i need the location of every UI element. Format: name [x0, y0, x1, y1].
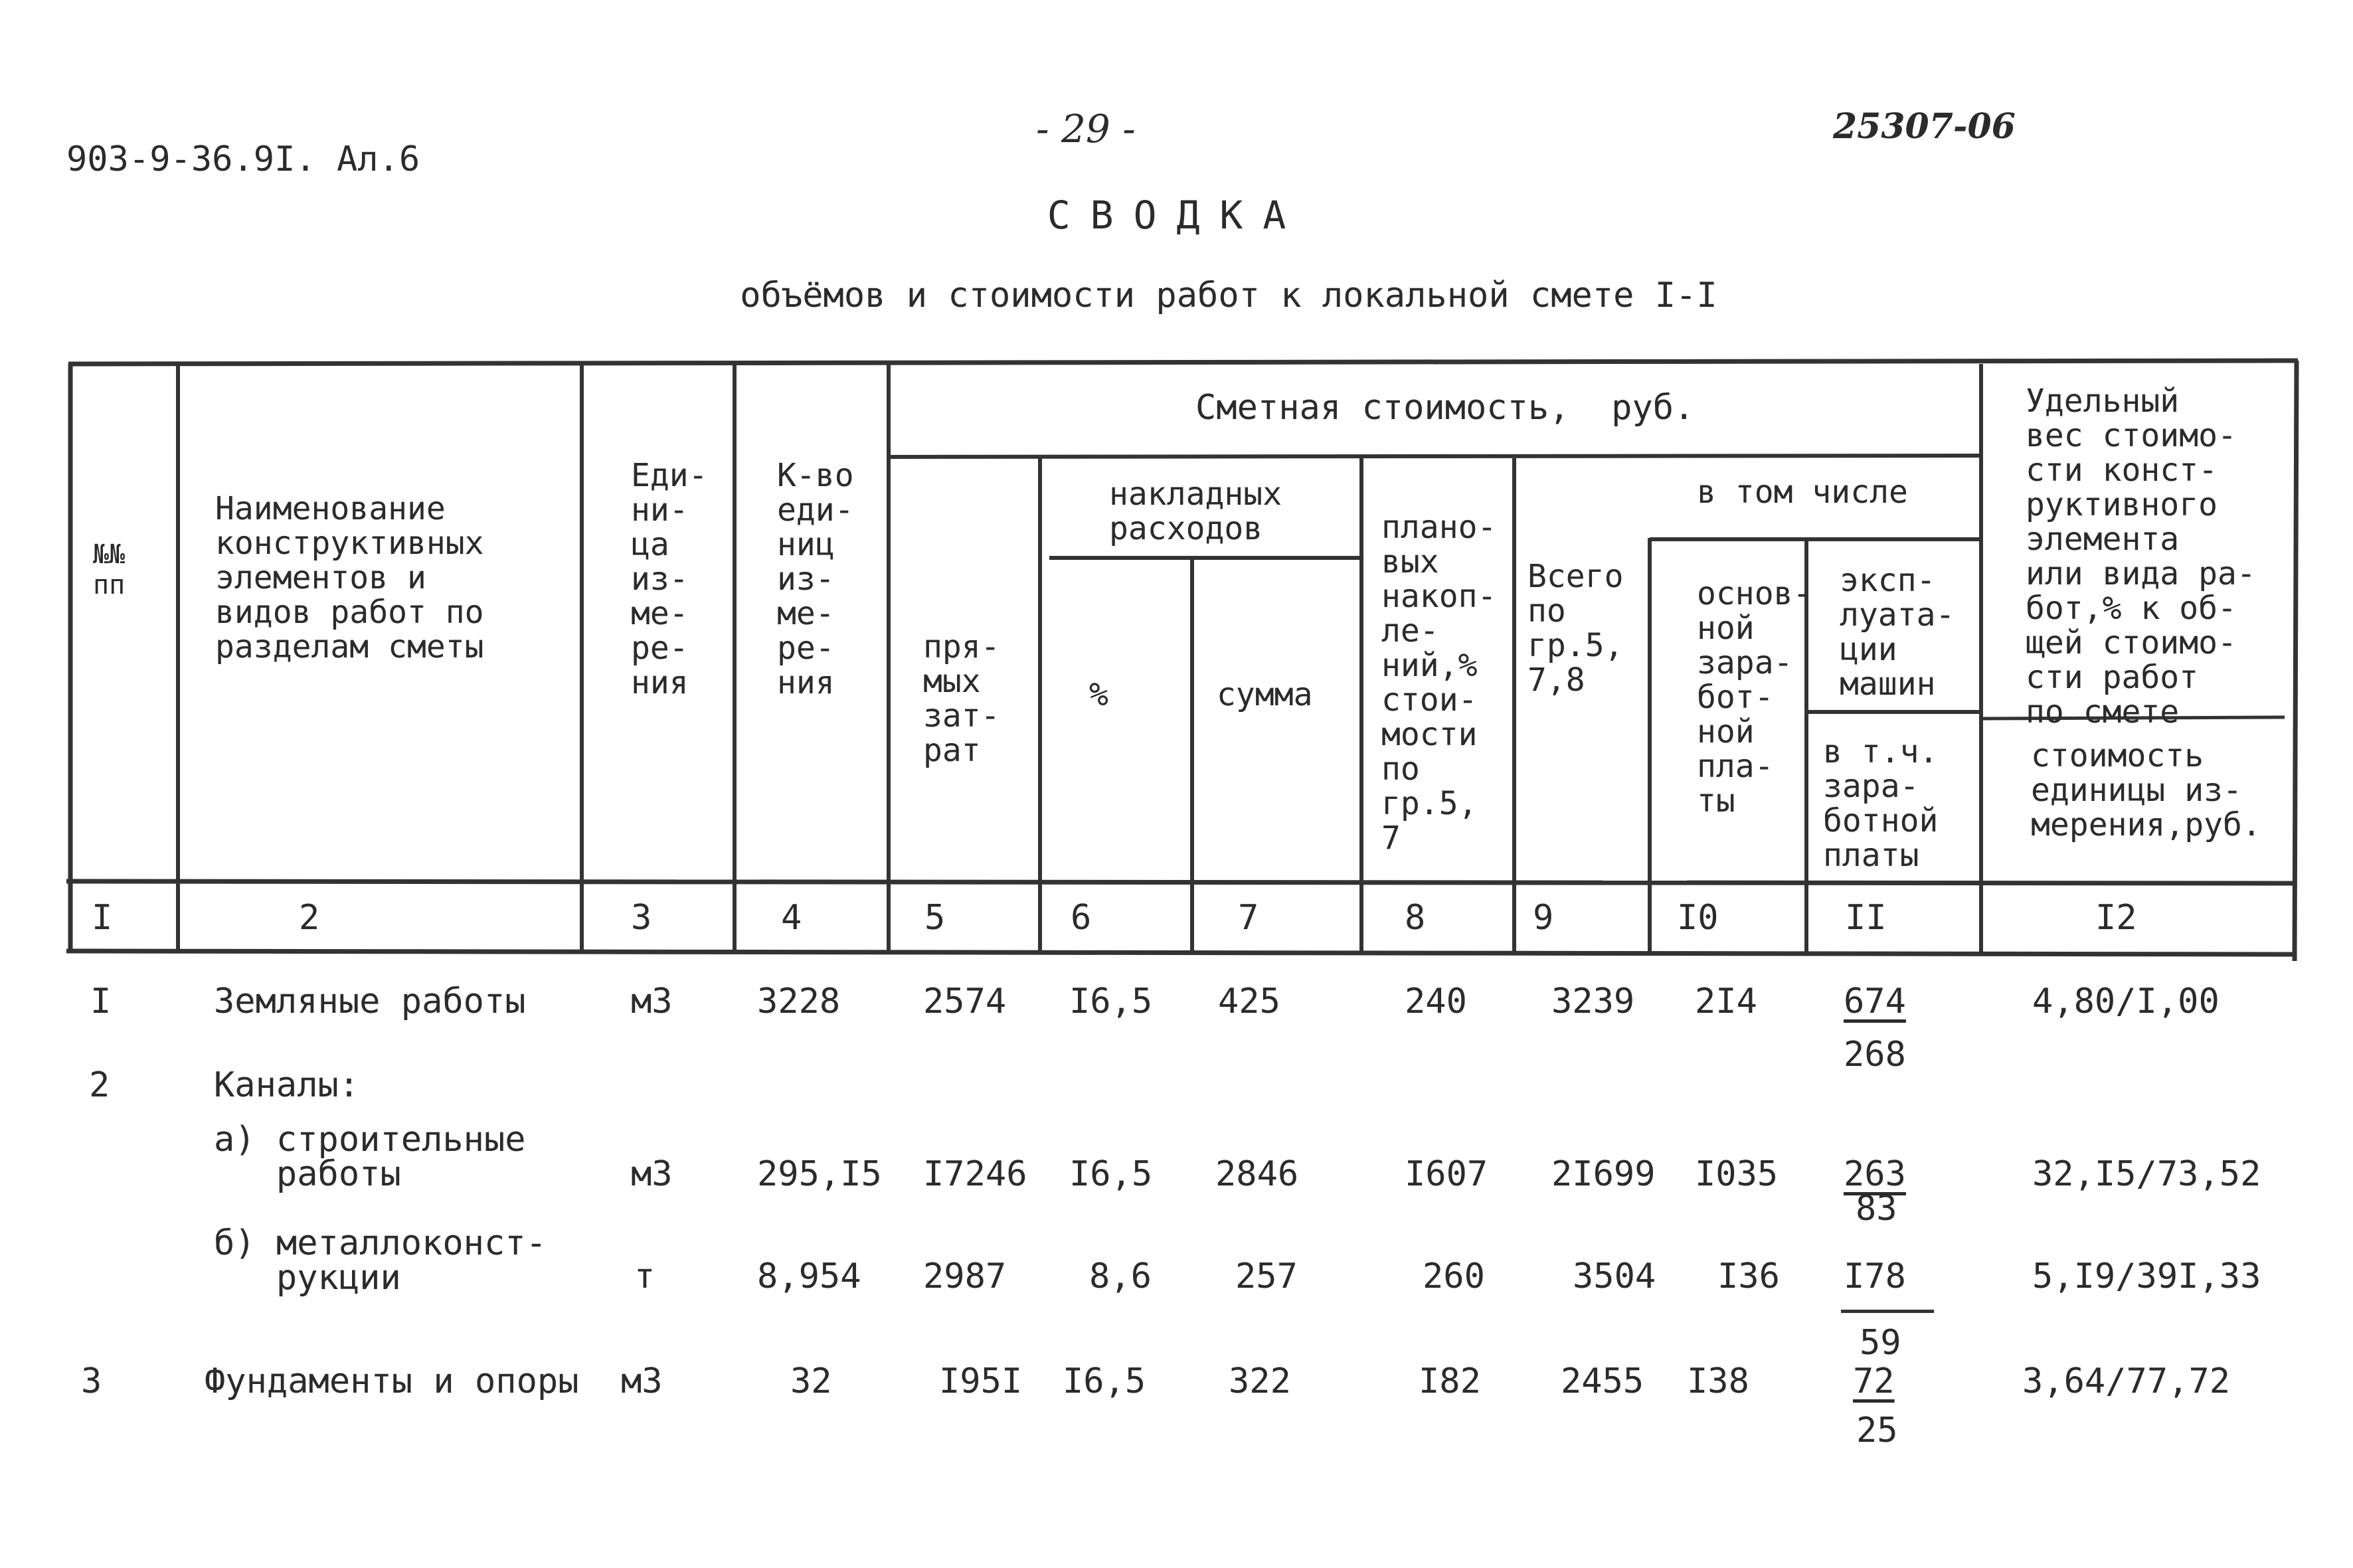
row-name: б) металлоконст- рукции — [214, 1223, 547, 1298]
page-title: СВОДКА — [1047, 193, 1306, 238]
row-machine-operation: I78 — [1844, 1257, 1906, 1296]
row-quantity: 295,I5 — [757, 1154, 882, 1194]
row-machine-wages: 83 — [1856, 1189, 1897, 1229]
row-total: 3239 — [1551, 982, 1635, 1021]
row-overhead-percent: I6,5 — [1069, 1154, 1153, 1194]
row-quantity: 32 — [790, 1361, 832, 1401]
page-subtitle: объёмов и стоимости работ к локальной смете I-I — [740, 276, 1717, 315]
row-direct-costs: I95I — [939, 1361, 1023, 1401]
row-machine-operation: 674 — [1844, 982, 1906, 1021]
row-number: 2 — [89, 1065, 110, 1105]
row-unit: м3 — [631, 982, 673, 1021]
document-code: 903-9-36.9I. Ал.6 — [66, 139, 420, 179]
row-machine-operation: 263 — [1844, 1154, 1906, 1194]
column-number: 4 — [781, 898, 802, 938]
row-direct-costs: I7246 — [923, 1154, 1027, 1194]
row-direct-costs: 2574 — [923, 982, 1007, 1021]
header-number: №№ пп — [93, 539, 126, 600]
row-machine-wages: 59 — [1860, 1323, 1901, 1363]
row-base-wages: I035 — [1695, 1154, 1779, 1194]
row-quantity: 3228 — [757, 982, 841, 1021]
header-machine-wages: в т.ч. зара- ботной платы — [1823, 733, 1939, 874]
row-total: 2455 — [1561, 1361, 1644, 1401]
row-overhead-sum: 425 — [1218, 982, 1280, 1021]
row-name: а) строительные работы — [214, 1120, 526, 1194]
column-number: 9 — [1533, 898, 1554, 938]
row-overhead-sum: 257 — [1235, 1257, 1298, 1296]
row-base-wages: I38 — [1687, 1361, 1749, 1401]
header-quantity: К-во еди- ниц из- ме- ре- ния — [777, 457, 854, 701]
row-machine-operation: 72 — [1853, 1361, 1895, 1401]
row-total: 2I699 — [1551, 1154, 1656, 1194]
row-overhead-sum: 2846 — [1215, 1154, 1299, 1194]
row-share: 5,I9/39I,33 — [2032, 1257, 2261, 1296]
header-planned-savings: плано- вых накоп- ле- ний,% стои- мости по гр.5, 7 — [1381, 509, 1497, 857]
header-overhead-percent: % — [1089, 676, 1108, 713]
row-overhead-percent: 8,6 — [1089, 1257, 1152, 1296]
header-total: Всего по гр.5, 7,8 — [1527, 558, 1624, 699]
column-number: I2 — [2095, 898, 2137, 938]
row-overhead-percent: I6,5 — [1063, 1361, 1146, 1401]
fraction-line — [1841, 1310, 1934, 1313]
column-number: I — [92, 898, 113, 938]
header-unit-cost: стоимость единицы из- мерения,руб. — [2031, 737, 2261, 843]
row-unit: м3 — [621, 1361, 663, 1401]
row-machine-wages: 25 — [1856, 1411, 1898, 1450]
header-base-wages: основ- ной зара- бот- ной пла- ты — [1697, 575, 1812, 820]
row-number: I — [90, 982, 112, 1021]
header-name: Наименование конструктивных элементов и видов работ по разделам сметы — [215, 490, 484, 665]
column-number: 2 — [299, 898, 320, 938]
row-direct-costs: 2987 — [923, 1257, 1007, 1296]
header-overhead-group: накладных расходов — [1109, 476, 1282, 547]
row-name: Земляные работы — [214, 982, 526, 1021]
header-share: Удельный вес стоимо- сти конст- руктивного элемента или вида ра- бот,% к об- щей стоимо- сти работ по смете — [2026, 383, 2256, 731]
column-number: II — [1845, 898, 1887, 938]
row-planned-savings: 240 — [1405, 982, 1467, 1021]
column-number: 5 — [924, 898, 946, 938]
row-unit: м3 — [631, 1154, 673, 1194]
row-number: 3 — [81, 1361, 102, 1401]
row-planned-savings: 260 — [1423, 1257, 1485, 1296]
row-share: 4,80/I,00 — [2032, 982, 2220, 1021]
row-overhead-sum: 322 — [1229, 1361, 1291, 1401]
row-unit: т — [634, 1257, 655, 1296]
row-share: 3,64/77,72 — [2022, 1361, 2231, 1401]
row-name: Каналы: — [214, 1065, 360, 1105]
header-overhead-sum: сумма — [1217, 676, 1313, 713]
row-planned-savings: I82 — [1419, 1361, 1481, 1401]
header-cost-group: Сметная стоимость, руб. — [1195, 388, 1695, 428]
row-base-wages: 2I4 — [1695, 982, 1757, 1021]
row-share: 32,I5/73,52 — [2032, 1154, 2261, 1194]
header-direct-costs: пря- мых зат- рат — [923, 628, 1000, 769]
row-name: Фундаменты и опоры — [205, 1361, 579, 1401]
column-number: I0 — [1677, 898, 1719, 938]
header-machine-operation: эксп- луата- ции машин — [1840, 562, 1955, 703]
column-number: 6 — [1071, 898, 1092, 938]
row-overhead-percent: I6,5 — [1069, 982, 1153, 1021]
row-machine-wages: 268 — [1844, 1035, 1906, 1075]
header-including-group: в том числе — [1697, 474, 1908, 511]
page-number: - 29 - — [1036, 106, 1136, 151]
row-planned-savings: I607 — [1405, 1154, 1488, 1194]
column-number: 7 — [1238, 898, 1259, 938]
row-base-wages: I36 — [1717, 1257, 1780, 1296]
stamp-number: 25307-06 — [1833, 106, 2016, 147]
row-total: 3504 — [1573, 1257, 1656, 1296]
header-unit: Еди- ни- ца из- ме- ре- ния — [631, 457, 708, 701]
row-quantity: 8,954 — [757, 1257, 861, 1296]
column-number: 3 — [631, 898, 652, 938]
column-number: 8 — [1405, 898, 1426, 938]
